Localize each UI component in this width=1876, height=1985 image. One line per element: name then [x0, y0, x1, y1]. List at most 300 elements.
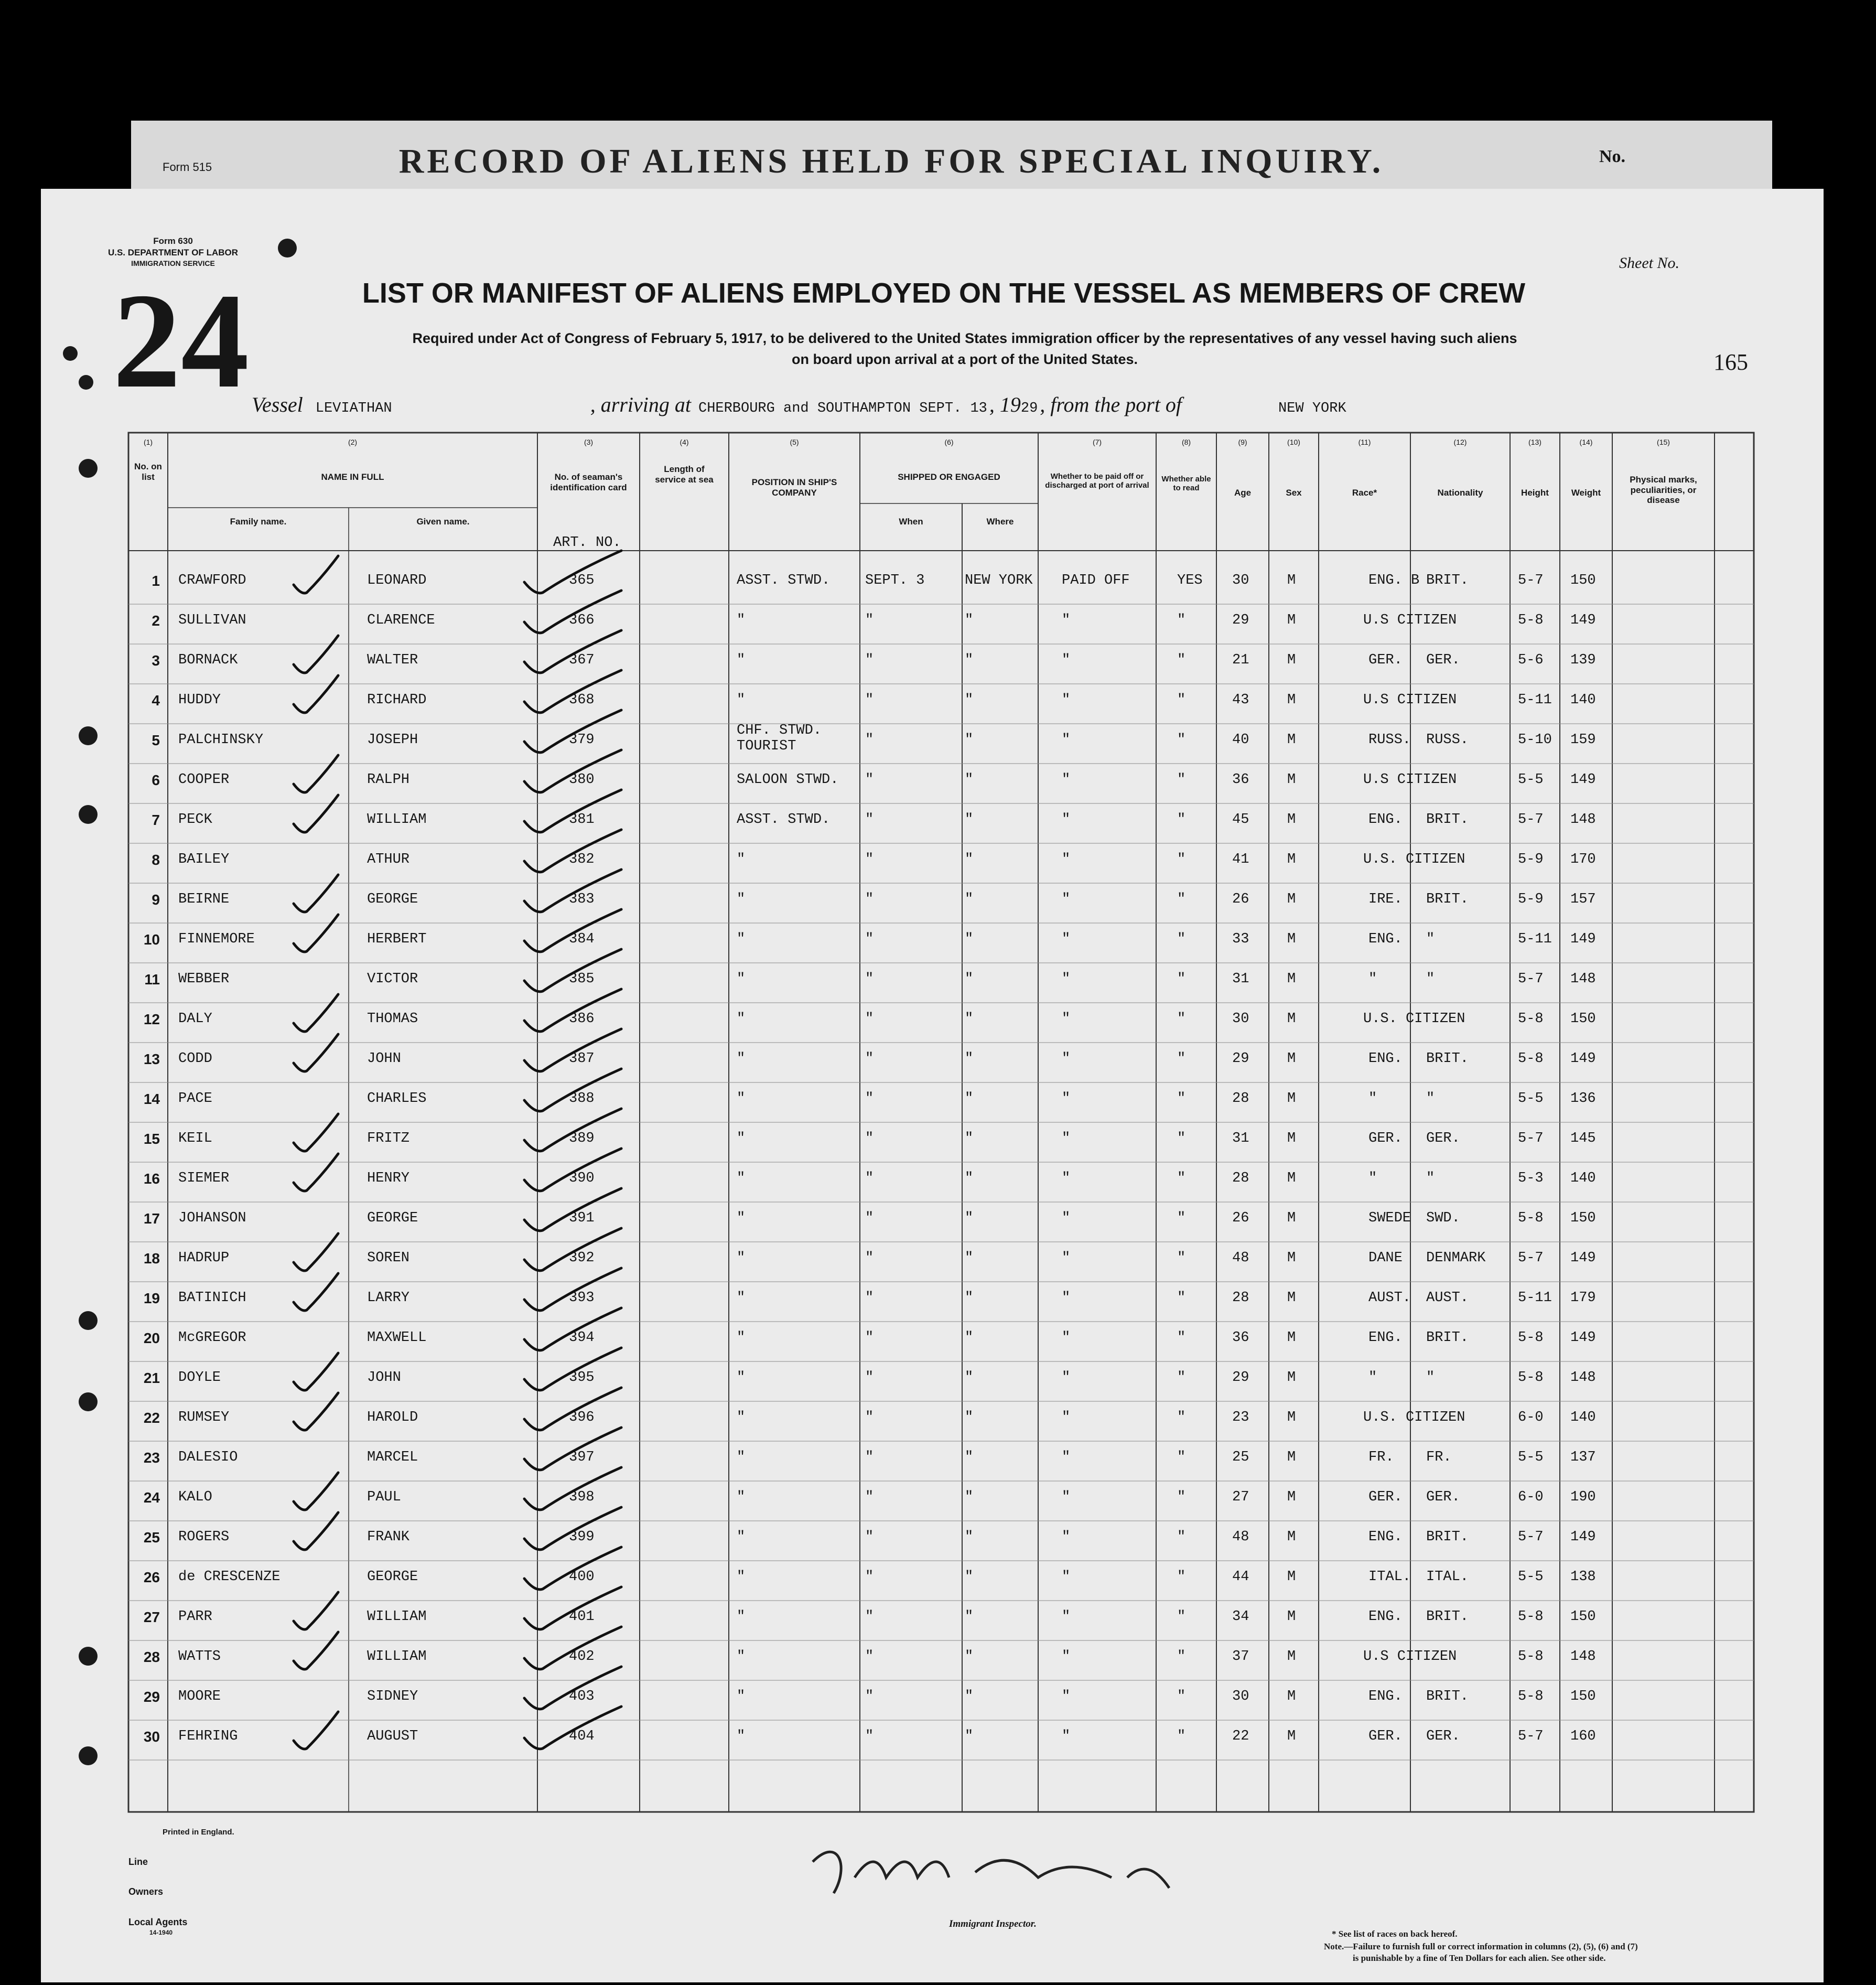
check-mark-icon: [294, 915, 338, 952]
race-cell: ENG.: [1368, 1529, 1403, 1545]
family-name-cell: CODD: [178, 1051, 212, 1067]
paid-off-cell: ": [1062, 1609, 1071, 1625]
shipped-where-cell: ": [965, 1171, 974, 1186]
age-cell: 28: [1232, 1091, 1249, 1107]
age-cell: 45: [1232, 812, 1249, 828]
back-no-label: No.: [1599, 147, 1626, 166]
id-card-cell: 397: [569, 1450, 595, 1465]
height-cell: 5-11: [1518, 931, 1552, 947]
sex-cell: M: [1287, 1410, 1296, 1425]
position-cell: ": [737, 692, 746, 708]
position-cell: ": [737, 1450, 746, 1465]
shipped-where-cell: ": [965, 1649, 974, 1665]
sex-cell: M: [1287, 1330, 1296, 1346]
id-card-cell: 368: [569, 692, 595, 708]
given-name-cell: JOSEPH: [367, 732, 418, 748]
able-read-cell: ": [1177, 1489, 1186, 1505]
able-read-cell: ": [1177, 1051, 1186, 1067]
nationality-cell: BRIT.: [1426, 1609, 1469, 1625]
nationality-cell: DENMARK: [1426, 1250, 1486, 1266]
row-number: 1: [152, 573, 160, 589]
id-card-cell: 367: [569, 652, 595, 668]
check-mark-icon: [294, 1114, 338, 1151]
able-read-cell: ": [1177, 1450, 1186, 1465]
given-name-cell: WILLIAM: [367, 1649, 427, 1665]
given-name-cell: RALPH: [367, 772, 410, 788]
sex-cell: M: [1287, 1609, 1296, 1625]
shipped-where-cell: ": [965, 1410, 974, 1425]
given-name-cell: RICHARD: [367, 692, 427, 708]
shipped-where-cell: ": [965, 1330, 974, 1346]
family-name-cell: PACE: [178, 1091, 212, 1107]
position-cell: ": [737, 652, 746, 668]
family-name-cell: WEBBER: [178, 971, 230, 987]
row-number: 11: [144, 971, 160, 988]
shipped-where-cell: ": [965, 1051, 974, 1067]
position-cell: CHF. STWD. TOURIST: [737, 723, 822, 754]
shipped-when-cell: ": [865, 1370, 874, 1386]
weight-cell: 159: [1570, 732, 1596, 748]
weight-cell: 140: [1570, 1171, 1596, 1186]
given-name-cell: AUGUST: [367, 1729, 418, 1744]
age-cell: 23: [1232, 1410, 1249, 1425]
race-cell: U.S. CITIZEN: [1363, 1410, 1465, 1425]
nationality-cell: BRIT.: [1426, 1330, 1469, 1346]
id-card-cell: 401: [569, 1609, 595, 1625]
able-read-cell: ": [1177, 971, 1186, 987]
shipped-when-cell: ": [865, 1689, 874, 1704]
paid-off-cell: ": [1062, 1569, 1071, 1585]
inspector-label: Immigrant Inspector.: [949, 1918, 1037, 1929]
check-mark-icon: [294, 675, 338, 713]
position-cell: ": [737, 1689, 746, 1704]
shipped-where-cell: NEW YORK: [965, 573, 1033, 588]
sex-cell: M: [1287, 931, 1296, 947]
shipped-where-cell: ": [965, 1250, 974, 1266]
year-prefix: , 19: [989, 393, 1021, 416]
race-note: * See list of races on back hereof.: [1332, 1929, 1458, 1939]
position-cell: ": [737, 1609, 746, 1625]
weight-cell: 150: [1570, 573, 1596, 588]
position-cell: ": [737, 1171, 746, 1186]
check-mark-icon: [294, 1273, 338, 1311]
position-cell: ": [737, 931, 746, 947]
id-card-cell: 392: [569, 1250, 595, 1266]
weight-cell: 149: [1570, 931, 1596, 947]
weight-cell: 157: [1570, 892, 1596, 907]
shipped-when-cell: ": [865, 1529, 874, 1545]
paid-off-cell: ": [1062, 613, 1071, 628]
race-cell: ": [1368, 1091, 1377, 1107]
race-cell: ": [1368, 1171, 1377, 1186]
height-cell: 5-8: [1518, 1689, 1544, 1704]
age-cell: 48: [1232, 1529, 1249, 1545]
position-cell: ": [737, 971, 746, 987]
weight-cell: 150: [1570, 1011, 1596, 1027]
shipped-where-cell: ": [965, 613, 974, 628]
given-name-cell: MARCEL: [367, 1450, 418, 1465]
paid-off-cell: ": [1062, 732, 1071, 748]
able-read-cell: ": [1177, 1729, 1186, 1744]
sex-cell: M: [1287, 852, 1296, 867]
given-name-cell: FRITZ: [367, 1131, 410, 1146]
shipped-where-cell: ": [965, 1131, 974, 1146]
race-cell: FR.: [1368, 1450, 1394, 1465]
weight-cell: 148: [1570, 812, 1596, 828]
sheet-number-label: Sheet No.: [1619, 254, 1679, 272]
check-mark-icon: [294, 755, 338, 792]
paid-off-cell: ": [1062, 692, 1071, 708]
check-mark-icon: [524, 1109, 621, 1151]
col-race: Race*: [1352, 488, 1377, 498]
line-label: Line: [128, 1857, 148, 1867]
row-number: 17: [143, 1210, 160, 1227]
col-position: POSITION IN SHIP'S COMPANY: [751, 477, 837, 498]
paid-off-cell: ": [1062, 1370, 1071, 1386]
sex-cell: M: [1287, 732, 1296, 748]
shipped-where-cell: ": [965, 852, 974, 867]
check-mark-icon: [524, 1547, 621, 1590]
weight-cell: 150: [1570, 1689, 1596, 1704]
paid-off-cell: ": [1062, 1330, 1071, 1346]
row-number: 16: [143, 1171, 160, 1187]
shipped-when-cell: ": [865, 652, 874, 668]
subtitle-line-2: on board upon arrival at a port of the United States.: [791, 351, 1138, 367]
row-number: 27: [143, 1609, 160, 1625]
id-card-cell: 396: [569, 1410, 595, 1425]
local-agents-label: Local Agents: [128, 1917, 188, 1927]
owners-label: Owners: [128, 1886, 164, 1897]
nationality-cell: ": [1426, 1171, 1435, 1186]
col-given-name: Given name.: [416, 517, 470, 527]
id-card-cell: 399: [569, 1529, 595, 1545]
id-card-cell: 381: [569, 812, 595, 828]
able-read-cell: ": [1177, 1649, 1186, 1665]
check-mark-icon: [524, 591, 621, 633]
col-num-6: (6): [944, 438, 954, 446]
position-cell: ": [737, 613, 746, 628]
shipped-when-cell: ": [865, 1569, 874, 1585]
id-card-cell: 382: [569, 852, 595, 867]
age-cell: 30: [1232, 573, 1249, 588]
able-read-cell: ": [1177, 1011, 1186, 1027]
weight-cell: 148: [1570, 1649, 1596, 1665]
given-name-cell: JOHN: [367, 1370, 401, 1386]
shipped-when-cell: ": [865, 931, 874, 947]
age-cell: 29: [1232, 1370, 1249, 1386]
nationality-cell: RUSS.: [1426, 732, 1469, 748]
height-cell: 5-7: [1518, 812, 1544, 828]
family-name-cell: ROGERS: [178, 1529, 230, 1545]
sex-cell: M: [1287, 1091, 1296, 1107]
height-cell: 5-7: [1518, 1131, 1544, 1146]
shipped-when-cell: ": [865, 892, 874, 907]
able-read-cell: ": [1177, 613, 1186, 628]
weight-cell: 150: [1570, 1210, 1596, 1226]
given-name-cell: SIDNEY: [367, 1689, 418, 1704]
age-cell: 29: [1232, 1051, 1249, 1067]
stamped-page-number: 24: [113, 265, 249, 416]
nationality-cell: BRIT.: [1426, 1529, 1469, 1545]
race-cell: ENG.: [1368, 1330, 1403, 1346]
position-cell: ASST. STWD.: [737, 573, 831, 588]
shipped-where-cell: ": [965, 692, 974, 708]
sex-cell: M: [1287, 892, 1296, 907]
col-num-12: (12): [1453, 438, 1467, 446]
height-cell: 5-9: [1518, 892, 1544, 907]
check-mark-icon: [524, 750, 621, 792]
race-cell: ENG.: [1368, 1051, 1403, 1067]
row-number: 25: [143, 1529, 160, 1546]
nationality-cell: ITAL.: [1426, 1569, 1469, 1585]
paid-off-cell: ": [1062, 772, 1071, 788]
check-mark-icon: [524, 1268, 621, 1311]
nationality-cell: BRIT.: [1426, 573, 1469, 588]
weight-cell: 149: [1570, 1051, 1596, 1067]
check-mark-icon: [294, 1632, 338, 1669]
position-cell: ": [737, 1131, 746, 1146]
given-name-cell: HAROLD: [367, 1410, 418, 1425]
weight-cell: 160: [1570, 1729, 1596, 1744]
given-name-cell: GEORGE: [367, 1210, 418, 1226]
arriving-label: , arriving at: [590, 393, 691, 416]
family-name-cell: FINNEMORE: [178, 931, 255, 947]
row-number: 13: [143, 1051, 160, 1067]
height-cell: 5-8: [1518, 1649, 1544, 1665]
check-mark-icon: [524, 1188, 621, 1231]
col-height: Height: [1521, 488, 1549, 498]
check-mark-icon: [294, 1473, 338, 1510]
id-card-cell: 402: [569, 1649, 595, 1665]
check-mark-icon: [294, 1512, 338, 1550]
position-cell: ": [737, 892, 746, 907]
family-name-cell: DALY: [178, 1011, 212, 1027]
shipped-where-cell: ": [965, 1489, 974, 1505]
col-num-4: (4): [680, 438, 689, 446]
race-cell: U.S CITIZEN: [1363, 1649, 1457, 1665]
family-name-cell: PALCHINSKY: [178, 732, 264, 748]
check-mark-icon: [524, 1587, 621, 1629]
given-name-cell: CLARENCE: [367, 613, 435, 628]
shipped-when-cell: SEPT. 3: [865, 573, 925, 588]
given-name-cell: JOHN: [367, 1051, 401, 1067]
family-name-cell: BORNACK: [178, 652, 238, 668]
shipped-where-cell: ": [965, 772, 974, 788]
paid-off-cell: ": [1062, 812, 1071, 828]
nationality-cell: GER.: [1426, 1729, 1460, 1744]
shipped-when-cell: ": [865, 1210, 874, 1226]
shipped-where-cell: ": [965, 971, 974, 987]
age-cell: 30: [1232, 1689, 1249, 1704]
height-cell: 6-0: [1518, 1410, 1544, 1425]
check-mark-icon: [524, 630, 621, 673]
row-number: 20: [143, 1330, 160, 1346]
able-read-cell: ": [1177, 1210, 1186, 1226]
paid-off-cell: ": [1062, 971, 1071, 987]
inspector-signature: [813, 1852, 1169, 1893]
id-card-cell: 365: [569, 573, 595, 588]
row-number: 24: [143, 1489, 160, 1506]
age-cell: 33: [1232, 931, 1249, 947]
check-mark-icon: [294, 556, 338, 593]
check-mark-icon: [524, 710, 621, 753]
shipped-where-cell: ": [965, 1210, 974, 1226]
height-cell: 5-7: [1518, 1250, 1544, 1266]
id-card-cell: 366: [569, 613, 595, 628]
weight-cell: 148: [1570, 971, 1596, 987]
check-mark-icon: [524, 1428, 621, 1470]
height-cell: 5-8: [1518, 1330, 1544, 1346]
sex-cell: M: [1287, 971, 1296, 987]
able-read-cell: ": [1177, 1569, 1186, 1585]
given-name-cell: WILLIAM: [367, 812, 427, 828]
weight-cell: 145: [1570, 1131, 1596, 1146]
sex-cell: M: [1287, 1450, 1296, 1465]
race-cell: GER.: [1368, 1489, 1403, 1505]
id-card-cell: 391: [569, 1210, 595, 1226]
check-mark-icon: [294, 1233, 338, 1271]
paid-off-cell: ": [1062, 1131, 1071, 1146]
family-name-cell: McGREGOR: [178, 1330, 246, 1346]
check-mark-icon: [524, 870, 621, 912]
nationality-cell: GER.: [1426, 652, 1460, 668]
row-number: 22: [143, 1410, 160, 1426]
check-mark-icon: [524, 1228, 621, 1271]
family-name-cell: BAILEY: [178, 852, 230, 867]
age-cell: 43: [1232, 692, 1249, 708]
row-number: 15: [143, 1131, 160, 1147]
check-mark-icon: [294, 636, 338, 673]
age-cell: 36: [1232, 1330, 1249, 1346]
weight-cell: 149: [1570, 613, 1596, 628]
check-mark-icon: [524, 551, 621, 593]
shipped-when-cell: ": [865, 1729, 874, 1744]
age-cell: 34: [1232, 1609, 1249, 1625]
age-cell: 37: [1232, 1649, 1249, 1665]
sex-cell: M: [1287, 1051, 1296, 1067]
row-number: 5: [152, 732, 160, 748]
paid-off-cell: ": [1062, 1649, 1071, 1665]
height-cell: 5-5: [1518, 772, 1544, 788]
race-cell: U.S CITIZEN: [1363, 613, 1457, 628]
height-cell: 5-11: [1518, 1290, 1552, 1306]
paid-off-cell: ": [1062, 1011, 1071, 1027]
col-name-in-full: NAME IN FULL: [321, 472, 384, 482]
fine-note-2: is punishable by a fine of Ten Dollars for each alien. See other side.: [1353, 1953, 1606, 1963]
row-number: 9: [152, 892, 160, 908]
check-mark-icon: [524, 989, 621, 1032]
col-age: Age: [1234, 488, 1252, 498]
sex-cell: M: [1287, 1011, 1296, 1027]
row-number: 14: [143, 1091, 160, 1107]
position-cell: ": [737, 1011, 746, 1027]
shipped-where-cell: ": [965, 1450, 974, 1465]
id-card-cell: 398: [569, 1489, 595, 1505]
able-read-cell: ": [1177, 1091, 1186, 1107]
col-paid-off: Whether to be paid off or discharged at port of arrival: [1045, 472, 1149, 490]
family-name-cell: HUDDY: [178, 692, 221, 708]
shipped-when-cell: ": [865, 613, 874, 628]
nationality-cell: ": [1426, 1370, 1435, 1386]
col-id-card: No. of seaman's identification card: [550, 472, 627, 492]
row-number: 10: [143, 931, 160, 948]
shipped-when-cell: ": [865, 772, 874, 788]
id-card-cell: 389: [569, 1131, 595, 1146]
page-number: 165: [1713, 349, 1748, 375]
col-marks: Physical marks, peculiarities, or disease: [1630, 475, 1697, 506]
check-mark-icon: [294, 994, 338, 1032]
position-cell: ": [737, 1529, 746, 1545]
nationality-cell: SWD.: [1426, 1210, 1460, 1226]
sex-cell: M: [1287, 1131, 1296, 1146]
able-read-cell: ": [1177, 1330, 1186, 1346]
height-cell: 6-0: [1518, 1489, 1544, 1505]
able-read-cell: ": [1177, 852, 1186, 867]
race-cell: ": [1368, 971, 1377, 987]
sex-cell: M: [1287, 613, 1296, 628]
weight-cell: 149: [1570, 1330, 1596, 1346]
able-read-cell: ": [1177, 812, 1186, 828]
height-cell: 5-3: [1518, 1171, 1544, 1186]
nationality-cell: AUST.: [1426, 1290, 1469, 1306]
paid-off-cell: ": [1062, 852, 1071, 867]
sex-cell: M: [1287, 652, 1296, 668]
weight-cell: 149: [1570, 772, 1596, 788]
given-name-cell: LEONARD: [367, 573, 427, 588]
paid-off-cell: ": [1062, 1450, 1071, 1465]
age-cell: 28: [1232, 1290, 1249, 1306]
able-read-cell: ": [1177, 732, 1186, 748]
row-number: 23: [143, 1450, 160, 1466]
row-number: 4: [152, 692, 160, 709]
height-cell: 5-8: [1518, 1051, 1544, 1067]
id-card-cell: 386: [569, 1011, 595, 1027]
weight-cell: 138: [1570, 1569, 1596, 1585]
height-cell: 5-5: [1518, 1450, 1544, 1465]
able-read-cell: ": [1177, 772, 1186, 788]
paid-off-cell: ": [1062, 1091, 1071, 1107]
shipped-when-cell: ": [865, 1450, 874, 1465]
shipped-where-cell: ": [965, 732, 974, 748]
height-cell: 5-8: [1518, 613, 1544, 628]
sex-cell: M: [1287, 1290, 1296, 1306]
given-name-cell: FRANK: [367, 1529, 410, 1545]
row-number: 18: [143, 1250, 160, 1267]
weight-cell: 136: [1570, 1091, 1596, 1107]
family-name-cell: MOORE: [178, 1689, 221, 1704]
col-num-2: (2): [348, 438, 358, 446]
paid-off-cell: ": [1062, 931, 1071, 947]
col-nationality: Nationality: [1437, 488, 1483, 498]
shipped-when-cell: ": [865, 1609, 874, 1625]
given-name-cell: GEORGE: [367, 1569, 418, 1585]
col-num-11: (11): [1358, 438, 1371, 446]
given-name-cell: MAXWELL: [367, 1330, 427, 1346]
shipped-where-cell: ": [965, 1290, 974, 1306]
printed-in: Printed in England.: [163, 1828, 234, 1837]
family-name-cell: BEIRNE: [178, 892, 230, 907]
shipped-where-cell: ": [965, 812, 974, 828]
shipped-where-cell: ": [965, 1569, 974, 1585]
race-cell: ITAL.: [1368, 1569, 1411, 1585]
able-read-cell: ": [1177, 1131, 1186, 1146]
id-card-cell: 395: [569, 1370, 595, 1386]
id-card-cell: 404: [569, 1729, 595, 1744]
col-num-1: (1): [143, 438, 153, 446]
position-cell: ": [737, 1410, 746, 1425]
col-shipped: SHIPPED OR ENGAGED: [898, 472, 1000, 482]
sex-cell: M: [1287, 1729, 1296, 1744]
